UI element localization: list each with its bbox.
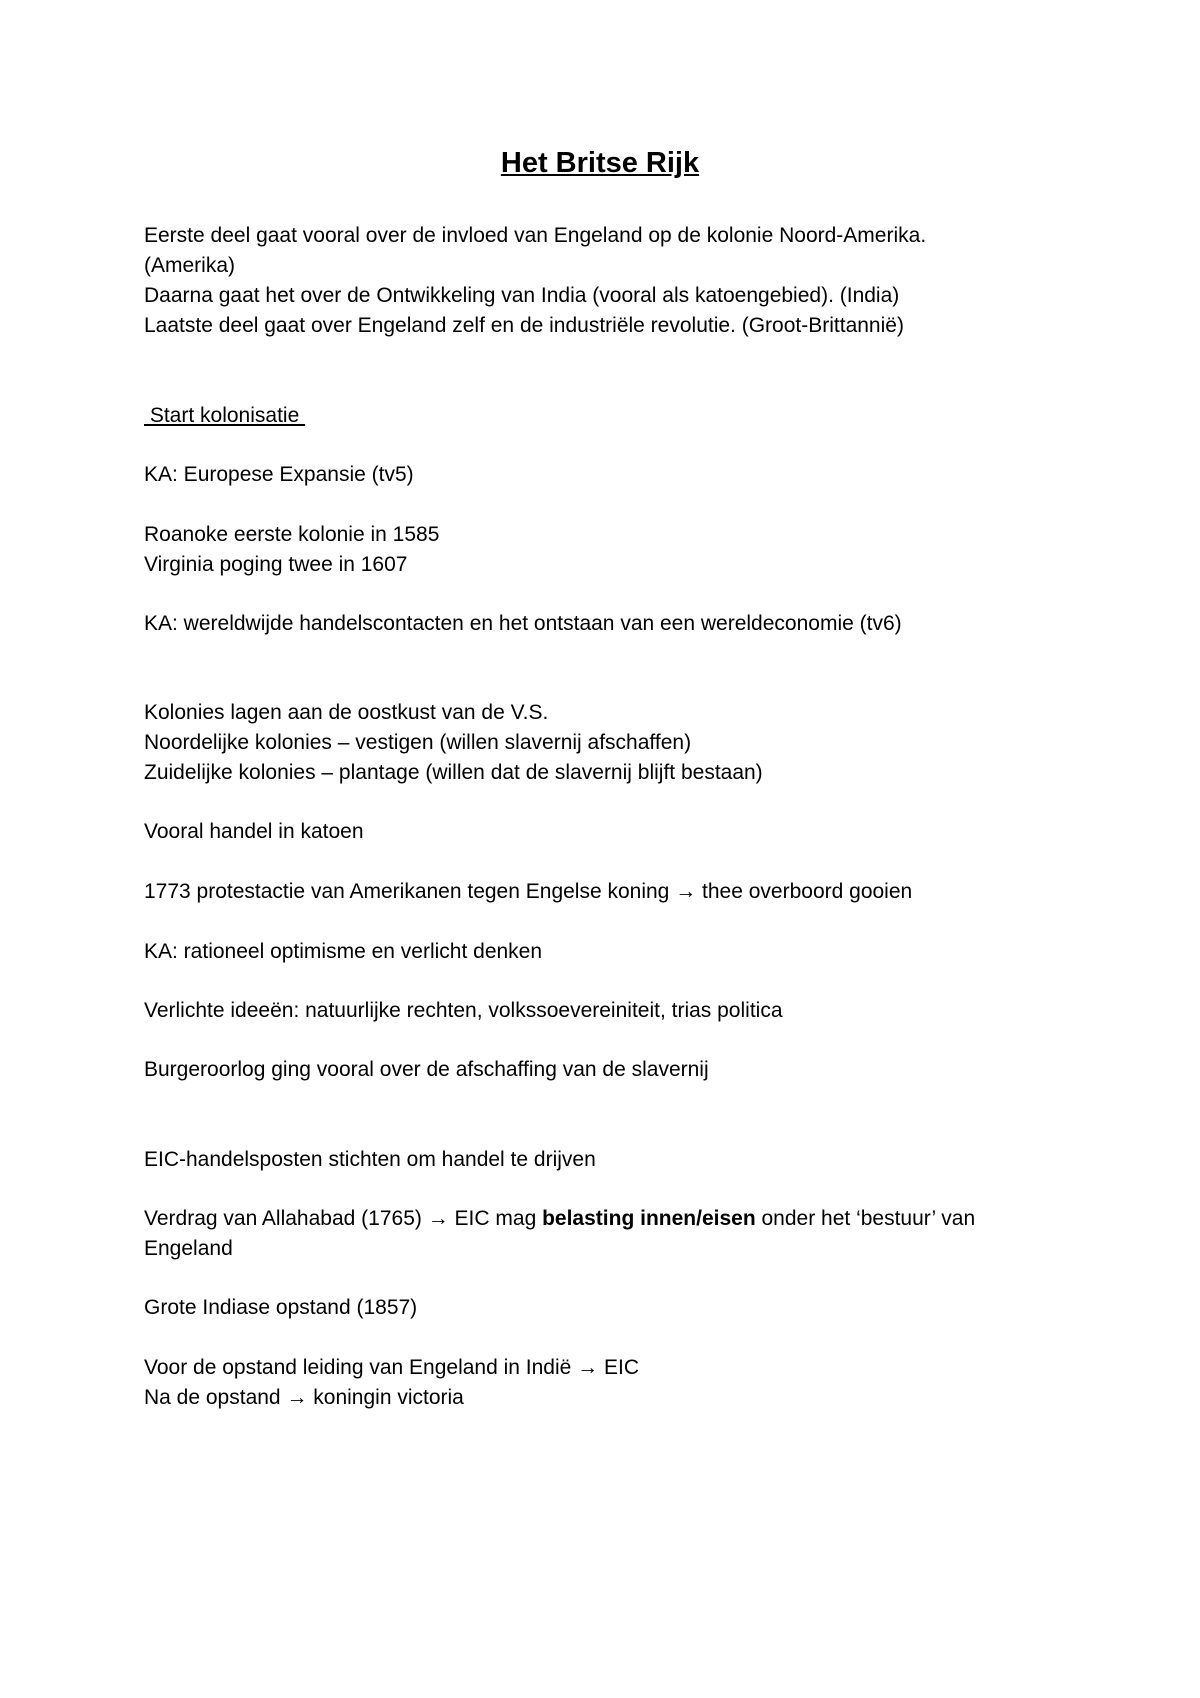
allahabad-mid: EIC mag xyxy=(448,1207,543,1230)
voor-opstand-result: EIC xyxy=(598,1356,640,1379)
intro-line-4: Laatste deel gaat over Engeland zelf en de industriële revolutie. (Groot-Brittannië) xyxy=(144,314,904,337)
verlichte-ideeen-line: Verlichte ideeën: natuurlijke rechten, volkssoevereiniteit, trias politica xyxy=(144,999,783,1022)
burgeroorlog-line: Burgeroorlog ging vooral over de afschaffing van de slavernij xyxy=(144,1058,709,1081)
noordelijke-kolonies-line: Noordelijke kolonies – vestigen (willen slavernij afschaffen) xyxy=(144,731,692,754)
arrow-icon: → xyxy=(577,1356,599,1379)
kolonies-oostkust-line: Kolonies lagen aan de oostkust van de V.S. xyxy=(144,701,549,724)
eic-handelsposten-line: EIC-handelsposten stichten om handel te drijven xyxy=(144,1148,596,1171)
allahabad-line-2: Engeland xyxy=(144,1237,233,1260)
intro-line-3: Daarna gaat het over de Ontwikkeling van India (vooral als katoengebied). (India) xyxy=(144,284,900,307)
zuidelijke-kolonies-line: Zuidelijke kolonies – plantage (willen dat de slavernij blijft bestaan) xyxy=(144,761,763,784)
protest-result: thee overboord gooien xyxy=(696,880,913,903)
na-opstand-line xyxy=(144,1384,464,1412)
allahabad-after: onder het ‘bestuur’ van xyxy=(755,1207,976,1230)
allahabad-bold: belasting innen/eisen xyxy=(542,1207,756,1230)
intro-line-2: (Amerika) xyxy=(144,254,236,277)
ka-wereldeconomie: KA: wereldwijde handelscontacten en het ontstaan van een wereldeconomie (tv6) xyxy=(144,612,902,635)
page-title: Het Britse Rijk xyxy=(500,147,700,179)
protest-text: 1773 protestactie van Amerikanen tegen Engelse koning xyxy=(144,880,676,903)
allahabad-line xyxy=(144,1205,975,1233)
na-opstand-text: Na de opstand xyxy=(144,1386,287,1409)
arrow-icon: → xyxy=(427,1207,449,1230)
voor-opstand-text: Voor de opstand leiding van Engeland in Indië xyxy=(144,1356,578,1379)
na-opstand-result: koningin victoria xyxy=(307,1386,464,1409)
protest-line xyxy=(144,878,912,906)
roanoke-line: Roanoke eerste kolonie in 1585 xyxy=(144,523,440,546)
katoen-line: Vooral handel in katoen xyxy=(144,820,364,843)
indiase-opstand-line: Grote Indiase opstand (1857) xyxy=(144,1296,418,1319)
arrow-icon: → xyxy=(675,880,697,903)
allahabad-text: Verdrag van Allahabad (1765) xyxy=(144,1207,428,1230)
ka-verlicht-denken: KA: rationeel optimisme en verlicht denken xyxy=(144,940,543,963)
arrow-icon: → xyxy=(286,1386,308,1409)
ka-europese-expansie: KA: Europese Expansie (tv5) xyxy=(144,463,414,486)
intro-line-1: Eerste deel gaat vooral over de invloed van Engeland op de kolonie Noord-Amerika. xyxy=(144,224,927,247)
voor-opstand-line xyxy=(144,1354,639,1382)
virginia-line: Virginia poging twee in 1607 xyxy=(144,553,408,576)
section-heading-start-kolonisatie: Start kolonisatie xyxy=(144,404,306,427)
